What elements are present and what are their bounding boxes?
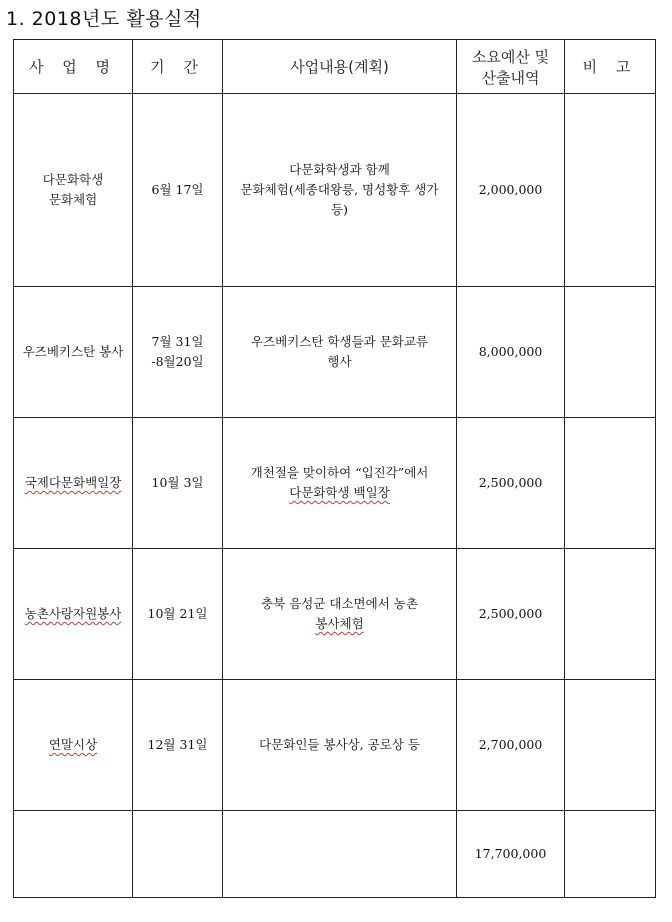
cell-name <box>14 418 133 549</box>
cell-name-line1: 연말시상 <box>48 737 98 752</box>
cell-name <box>14 680 133 811</box>
cell-content-line3: 등) <box>331 202 348 217</box>
header-name: 사 업 명 <box>14 40 133 94</box>
cell-content-line2: 다문화학생 백일장 <box>289 485 390 500</box>
cell-period <box>133 287 223 418</box>
cell-content-line1: 다문화인들 봉사상, 공로상 등 <box>259 737 420 752</box>
cell-name-line1: 농촌사랑자원봉사 <box>24 606 122 621</box>
cell-content <box>223 680 457 811</box>
activity-table <box>13 39 656 898</box>
cell-note-empty <box>565 811 656 898</box>
header-content: 사업내용(계획) <box>223 40 457 94</box>
header-budget-line2: 산출내역 <box>481 68 540 87</box>
cell-note <box>565 680 656 811</box>
cell-content-line2: 봉사체험 <box>315 616 364 631</box>
cell-note <box>565 287 656 418</box>
cell-period-line2: -8월20일 <box>151 354 204 369</box>
cell-content-empty <box>223 811 457 898</box>
cell-note <box>565 549 656 680</box>
cell-period-line1: 10월 21일 <box>147 606 208 621</box>
cell-period <box>133 418 223 549</box>
cell-content <box>223 94 457 287</box>
cell-content <box>223 418 457 549</box>
cell-budget: 2,700,000 <box>457 680 565 811</box>
cell-name-line2: 문화체험 <box>48 192 98 207</box>
cell-budget: 2,000,000 <box>457 94 565 287</box>
table-row <box>14 549 656 680</box>
cell-content-line1: 우즈베키스탄 학생들과 문화교류 <box>251 334 428 349</box>
cell-name <box>14 287 133 418</box>
table-row <box>14 680 656 811</box>
cell-content-line2: 문화체험(세종대왕릉, 명성황후 생가 <box>240 182 439 197</box>
cell-budget: 2,500,000 <box>457 549 565 680</box>
cell-total-budget: 17,700,000 <box>457 811 565 898</box>
cell-name-line1: 다문화학생 <box>42 172 104 187</box>
table-header-row <box>14 40 656 94</box>
cell-content-line2: 행사 <box>327 354 352 369</box>
cell-budget: 8,000,000 <box>457 287 565 418</box>
header-budget-line1: 소요예산 및 <box>471 47 550 66</box>
cell-name-empty <box>14 811 133 898</box>
cell-note <box>565 418 656 549</box>
cell-period-line1: 12월 31일 <box>147 737 208 752</box>
cell-note <box>565 94 656 287</box>
header-budget <box>457 40 565 94</box>
cell-budget: 2,500,000 <box>457 418 565 549</box>
cell-period-empty <box>133 811 223 898</box>
cell-name-line1: 우즈베키스탄 봉사 <box>22 344 124 359</box>
cell-content-line1: 개천절을 맞이하여 “입진각”에서 <box>250 465 429 480</box>
cell-content <box>223 287 457 418</box>
cell-name <box>14 549 133 680</box>
header-period: 기 간 <box>133 40 223 94</box>
cell-period-line1: 10월 3일 <box>151 475 204 490</box>
table-row <box>14 418 656 549</box>
table-row <box>14 94 656 287</box>
table-row <box>14 287 656 418</box>
cell-content-line1: 충북 음성군 대소면에서 농촌 <box>261 596 418 611</box>
cell-period <box>133 680 223 811</box>
cell-content-line1: 다문화학생과 함께 <box>289 162 390 177</box>
cell-name-line1: 국제다문화백일장 <box>24 475 122 490</box>
header-note: 비 고 <box>565 40 656 94</box>
cell-period-line1: 6월 17일 <box>151 182 204 197</box>
cell-period-line1: 7월 31일 <box>151 334 204 349</box>
cell-period <box>133 94 223 287</box>
cell-name <box>14 94 133 287</box>
section-title: 1. 2018년도 활용실적 <box>6 8 202 30</box>
cell-content <box>223 549 457 680</box>
cell-period <box>133 549 223 680</box>
table-total-row <box>14 811 656 898</box>
